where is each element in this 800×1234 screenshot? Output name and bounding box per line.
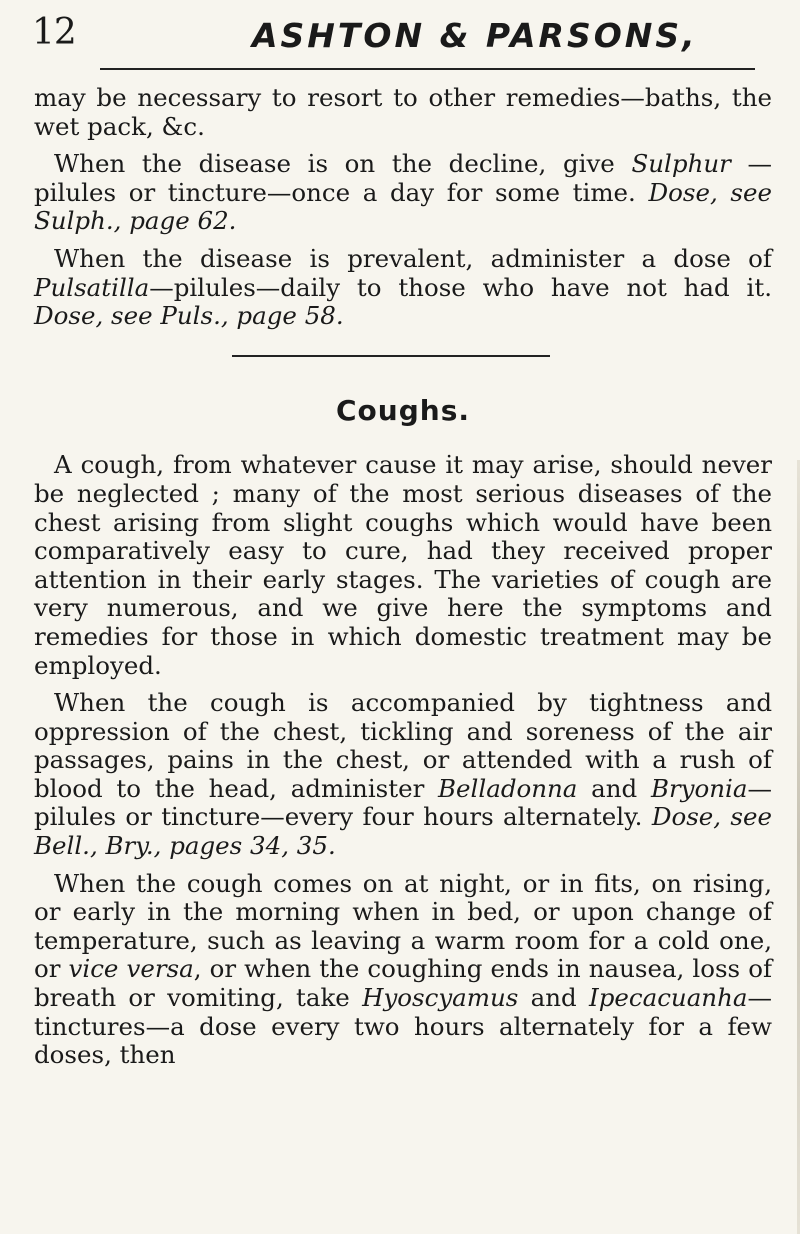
paragraph-p2 bbox=[34, 150, 772, 236]
section-heading: Coughs. bbox=[336, 393, 470, 427]
paragraph-p5 bbox=[34, 689, 772, 861]
text-run: —pilules—daily to those who have not had it. bbox=[149, 272, 772, 302]
section-paragraphs bbox=[34, 451, 772, 1069]
italic-run: vice versa bbox=[68, 954, 194, 984]
paragraph-p6 bbox=[34, 870, 772, 1070]
text-run: —tinctures—a dose every two hours alternately for a few doses, then bbox=[34, 983, 772, 1070]
text-run: and bbox=[518, 983, 590, 1013]
text-run: When the cough comes on at night, or in fits, on rising, or early in the morning when in bed, or upon change of temperature, such as leaving a warm room for a cold one, or bbox=[34, 868, 772, 984]
text-run: and bbox=[577, 773, 651, 803]
italic-run: Dose, see Puls., page 58. bbox=[34, 301, 344, 331]
text-run: When the cough is accompanied by tightness and oppression of the chest, tickling and soreness of the air passages, pains in the chest, or attended with a rush of blood to the head, administer bbox=[34, 688, 772, 803]
italic-run: Hyoscyamus bbox=[362, 983, 519, 1013]
text-run: —pilules or tincture—once a day for some time. bbox=[34, 149, 773, 207]
paragraph-p1 bbox=[34, 84, 772, 141]
paragraph-p4 bbox=[34, 451, 772, 680]
text-run: A cough, from whatever cause it may arise, should never be neglected ; many of the most serious diseases of the chest arising from slight coughs which would have been comparatively easy to cure, had they received proper attention in their early stages. The varieties of cough are very numerous, and we give here the symptoms and remedies for those in which domestic treatment may be employed. bbox=[34, 450, 772, 680]
running-title: ASHTON & PARSONS, bbox=[252, 16, 698, 55]
header-rule bbox=[100, 68, 755, 70]
text-run: may be necessary to resort to other remedies—baths, the wet pack, &c. bbox=[34, 83, 772, 141]
page-number: 12 bbox=[32, 12, 76, 53]
italic-run: Belladonna bbox=[438, 773, 578, 803]
italic-run: Pulsatilla bbox=[34, 272, 150, 302]
pre-section-paragraphs bbox=[34, 84, 772, 331]
section-divider bbox=[232, 355, 550, 357]
body-text bbox=[34, 84, 772, 1079]
italic-run: Bryonia bbox=[650, 773, 748, 803]
running-head bbox=[32, 12, 772, 62]
text-run: When the disease is prevalent, administer a dose of bbox=[54, 243, 772, 273]
italic-run: Dose, see Sulph., page 62. bbox=[34, 177, 772, 236]
italic-run: Sulphur bbox=[631, 149, 731, 179]
text-run: —pilules or tincture—every four hours alternately. bbox=[34, 773, 772, 832]
paragraph-p3 bbox=[34, 245, 772, 331]
text-run: , or when the coughing ends in nausea, loss of breath or vomiting, take bbox=[34, 954, 773, 1013]
italic-run: Ipecacuanha bbox=[589, 983, 748, 1013]
text-run: When the disease is on the decline, give bbox=[54, 149, 632, 179]
italic-run: Dose, see Bell., Bry., pages 34, 35. bbox=[34, 802, 772, 861]
